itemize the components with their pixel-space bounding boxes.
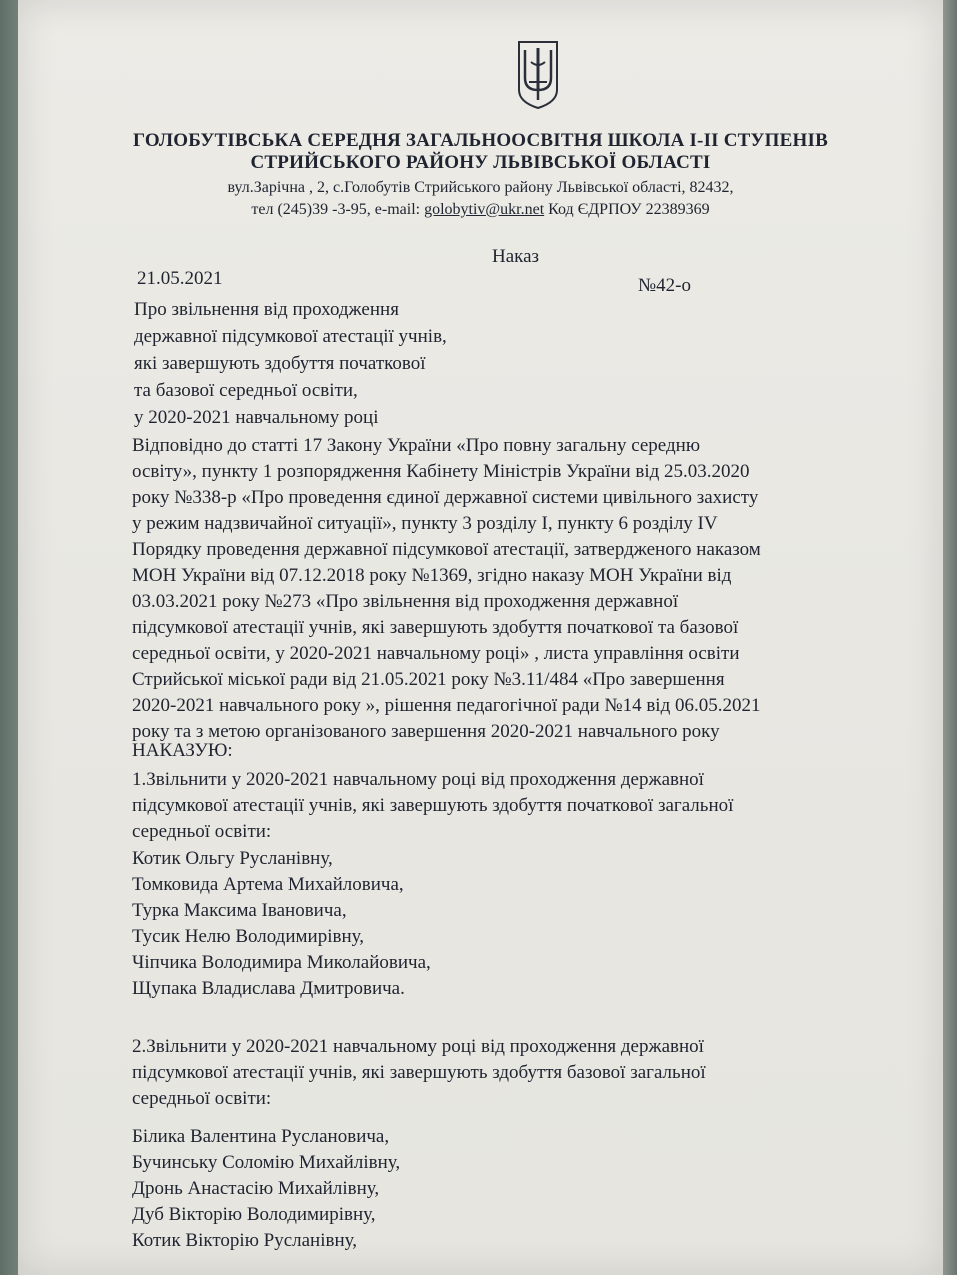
contact-line (18, 199, 943, 221)
phone-text: тел (245)39 -3-95, e-mail: (251, 201, 425, 218)
email-link[interactable]: golobytiv@ukr.net (424, 201, 545, 218)
student-name: Томковида Артема Михайловича, (132, 874, 404, 895)
order-subject (134, 296, 447, 431)
preamble-line: підсумкової атестації учнів, які завершують здобуття початкової та базової (132, 617, 739, 638)
student-name: Білика Валентина Руслановича, (132, 1126, 390, 1147)
order-preamble (132, 433, 902, 745)
order-item-line: середньої освіти: (132, 1088, 272, 1109)
student-list-primary (132, 846, 431, 1002)
preamble-line: середньої освіти, у 2020-2021 навчальному році» , листа управління освіти (132, 643, 740, 664)
student-name: Турка Максима Івановича, (132, 900, 347, 921)
student-name: Котик Вікторію Русланівну, (132, 1230, 357, 1251)
student-name: Щупака Владислава Дмитровича. (132, 978, 405, 999)
preamble-line: МОН України від 07.12.2018 року №1369, згідно наказу МОН України від (132, 565, 732, 586)
preamble-line: у режим надзвичайної ситуації», пункту 3 розділу І, пункту 6 розділу ІV (132, 513, 718, 534)
edrpou-code: Код ЄДРПОУ 22389369 (544, 201, 710, 218)
preamble-line: Відповідно до статті 17 Закону України «Про повну загальну середню (132, 435, 701, 456)
school-name-line: СТРИЙСЬКОГО РАЙОНУ ЛЬВІВСЬКОЇ ОБЛАСТІ (250, 152, 711, 173)
order-item-line: підсумкової атестації учнів, які завершують здобуття базової загальної (132, 1062, 706, 1083)
student-name: Дронь Анастасію Михайлівну, (132, 1178, 380, 1199)
order-item-1 (132, 767, 902, 845)
preamble-line: Порядку проведення державної підсумкової атестації, затвердженого наказом (132, 539, 761, 560)
school-contacts (18, 177, 943, 221)
order-number: №42-о (638, 275, 691, 296)
order-item-line: середньої освіти: (132, 821, 272, 842)
preamble-line: року та з метою організованого завершення 2020-2021 навчального року (132, 721, 720, 742)
order-directive: НАКАЗУЮ: (132, 740, 233, 761)
preamble-line: Стрийської міської ради від 21.05.2021 року №3.11/484 «Про завершення (132, 669, 725, 690)
preamble-line: освіту», пункту 1 розпорядження Кабінету Міністрів України від 25.03.2020 (132, 461, 750, 482)
school-address: вул.Зарічна , 2, с.Голобутів Стрийського району Львівської області, 82432, (227, 179, 734, 196)
subject-line: та базової середньої освіти, (134, 380, 358, 401)
school-name (18, 130, 943, 174)
student-name: Чіпчика Володимира Миколайовича, (132, 952, 431, 973)
trident-emblem-icon (515, 38, 561, 110)
student-list-basic (132, 1124, 400, 1254)
order-item-line: 1.Звільнити у 2020-2021 навчальному році від проходження державної (132, 769, 704, 790)
school-name-line: ГОЛОБУТІВСЬКА СЕРЕДНЯ ЗАГАЛЬНООСВІТНЯ ШКОЛА І-ІІ СТУПЕНІВ (133, 130, 828, 151)
subject-line: державної підсумкової атестації учнів, (134, 326, 447, 347)
subject-line: Про звільнення від проходження (134, 299, 399, 320)
order-item-2 (132, 1034, 902, 1112)
document-page (18, 0, 943, 1275)
preamble-line: 2020-2021 навчального року », рішення педагогічної ради №14 від 06.05.2021 (132, 695, 761, 716)
subject-line: які завершують здобуття початкової (134, 353, 426, 374)
preamble-line: року №338-р «Про проведення єдиної державної системи цивільного захисту (132, 487, 759, 508)
order-date: 21.05.2021 (137, 268, 223, 289)
student-name: Бучинську Соломію Михайлівну, (132, 1152, 401, 1173)
student-name: Дуб Вікторію Володимирівну, (132, 1204, 376, 1225)
order-item-line: підсумкової атестації учнів, які завершують здобуття початкової загальної (132, 795, 734, 816)
subject-line: у 2020-2021 навчальному році (134, 407, 379, 428)
preamble-line: 03.03.2021 року №273 «Про звільнення від проходження державної (132, 591, 679, 612)
student-name: Тусик Нелю Володимирівну, (132, 926, 364, 947)
document-type-title: Наказ (492, 246, 540, 267)
order-item-line: 2.Звільнити у 2020-2021 навчальному році від проходження державної (132, 1036, 704, 1057)
student-name: Котик Ольгу Русланівну, (132, 848, 333, 869)
